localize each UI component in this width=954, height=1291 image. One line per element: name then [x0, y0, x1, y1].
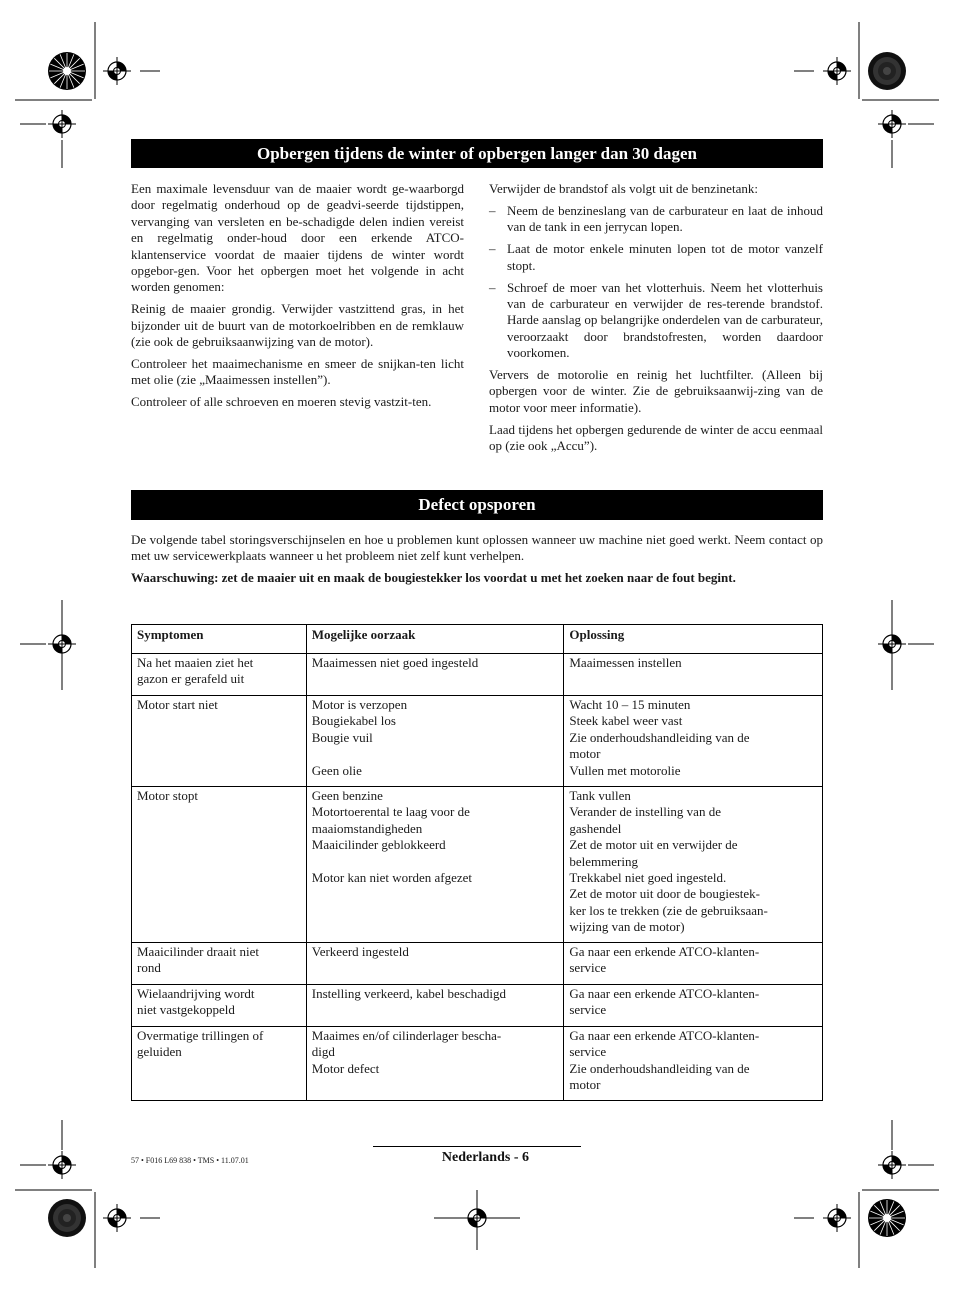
cell-cause [306, 696, 564, 787]
cell-text: Ga naar een erkende ATCO-klanten- [569, 1028, 760, 1043]
cell-text: Na het maaien ziet het [137, 655, 254, 670]
paragraph: Een maximale levensduur van de maaier wordt ge-waarborgd door regelmatig onderhoud op de geadvi-seerde tijdstippen, vervanging van versleten en be-schadigde delen indien vereist en regelmatig onder-houd door een erkende ATCO-klantenservice voordat de maaier tijdens de winter wordt opgebor-gen. Voor het opbergen moet het volgende in acht worden genomen: [131, 181, 464, 295]
paragraph: Controleer of alle schroeven en moeren stevig vastzit-ten. [131, 394, 432, 410]
cell-text [312, 854, 558, 870]
section-heading-troubleshooting: Defect opsporen [131, 490, 823, 520]
cell-text: gashendel [569, 820, 622, 836]
cell-text: Motor start niet [137, 697, 218, 712]
paragraph: Laad tijdens het opbergen gedurende de winter de accu eenmaal op (zie ook „Accu”). [489, 421, 823, 454]
cell-text: service [569, 960, 607, 976]
cell-text: Tank vullen [569, 788, 631, 803]
cell-text: Verkeerd ingesteld [311, 944, 409, 959]
cell-text: Zie onderhoudshandleiding van de [569, 729, 750, 745]
cell-text: gazon er gerafeld uit [137, 671, 245, 687]
footer-rule [373, 1146, 581, 1147]
winter-storage-right-column [489, 181, 823, 460]
paragraph: Reinig de maaier grondig. Verwijder vastzittend gras, in het bijzonder uit de buurt van de motorkoelribben en de remklauw (zie ook de gebruiksaanwijzing van de motor). [131, 301, 464, 350]
troubleshooting-table [131, 624, 823, 1101]
cell-text: Overmatige trillingen of [137, 1028, 264, 1043]
cell-text: Motortoerental te laag voor de [311, 804, 470, 820]
cell-text: service [569, 1002, 607, 1018]
cell-text: digd [311, 1044, 335, 1060]
cell-text: Zet de motor uit en verwijder de [569, 837, 738, 853]
cell-text: Zie onderhoudshandleiding van de [569, 1060, 750, 1076]
paragraph: Ververs de motorolie en reinig het luchtfilter. (Alleen bij opbergen voor de winter. Zie de gebruiksaanwij-zing van de motor voor meer informatie). [489, 367, 823, 415]
cell-text: motor [569, 746, 601, 762]
page-number: Nederlands - 6 [441, 1150, 529, 1165]
troubleshooting-intro [131, 532, 823, 591]
column-header-symptoms: Symptomen [132, 625, 307, 654]
table-row [132, 985, 823, 1027]
winter-storage-left-column [131, 181, 464, 416]
cell-solution [564, 985, 823, 1027]
cell-text: Bougiekabel los [311, 713, 396, 729]
table-body [132, 654, 823, 1101]
cell-symptom [132, 696, 307, 787]
cell-text: Wielaandrijving wordt [137, 986, 255, 1001]
cell-text: service [569, 1044, 607, 1060]
cell-text: Ga naar een erkende ATCO-klanten- [569, 986, 760, 1001]
cell-text: Zet de motor uit door de bougiestek- [569, 886, 760, 902]
cell-text: belemmering [569, 853, 638, 869]
cell-text: Maaicilinder draait niet [137, 944, 260, 959]
cell-text: Vullen met motorolie [569, 762, 681, 778]
cell-symptom [132, 1027, 307, 1101]
cell-cause [306, 985, 564, 1027]
cell-text: maaiomstandigheden [311, 820, 423, 836]
table-row [132, 787, 823, 943]
cell-text [312, 746, 558, 762]
cell-solution [564, 943, 823, 985]
cell-text: Ga naar een erkende ATCO-klanten- [569, 944, 760, 959]
cell-text: niet vastgekoppeld [137, 1002, 235, 1018]
print-code: 57 • F016 L69 838 • TMS • 11.07.01 [131, 1156, 249, 1165]
cell-text: Motor defect [311, 1060, 380, 1076]
cell-symptom [132, 985, 307, 1027]
cell-symptom [132, 943, 307, 985]
paragraph: Verwijder de brandstof als volgt uit de benzinetank: [489, 181, 758, 196]
table-row [132, 654, 823, 696]
cell-symptom [132, 654, 307, 696]
table-header-row [132, 625, 823, 654]
table-row [132, 696, 823, 787]
cell-text: Motor is verzopen [311, 697, 408, 712]
cell-text: Maaicilinder geblokkeerd [311, 837, 446, 853]
list-item: – Neem de benzineslang van de carburateur en laat de inhoud van de tank in een jerrycan lopen. [489, 203, 823, 236]
cell-text: wijzing van de motor) [569, 919, 685, 935]
cell-cause [306, 787, 564, 943]
cell-text: Wacht 10 – 15 minuten [569, 697, 691, 712]
cell-text: Verander de instelling van de [569, 804, 721, 820]
cell-text: Trekkabel niet goed ingesteld. [569, 870, 727, 886]
cell-solution [564, 787, 823, 943]
cell-symptom [132, 787, 307, 943]
cell-text: Maaimessen niet goed ingesteld [311, 655, 479, 670]
cell-text: Bougie vuil [311, 729, 373, 745]
cell-text: Geen benzine [311, 788, 383, 803]
cell-text: ker los te trekken (zie de gebruiksaan- [569, 902, 768, 918]
cell-solution [564, 1027, 823, 1101]
intro-paragraph: De volgende tabel storingsverschijnselen en hoe u problemen kunt oplossen wanneer uw machine niet goed werkt. Neem contact op met uw servicewerkplaats wanneer u het probleem niet zelf kunt verhelpen. [131, 532, 823, 564]
table-row [132, 943, 823, 985]
cell-text: Motor kan niet worden afgezet [311, 870, 473, 886]
paragraph: Controleer het maaimechanisme en smeer de snijkan-ten licht met olie (zie „Maaimessen instellen”). [131, 356, 464, 388]
cell-text: rond [137, 960, 161, 976]
cell-text: motor [569, 1077, 601, 1093]
cell-text: Instelling verkeerd, kabel beschadigd [311, 986, 506, 1001]
cell-text: Maaimes en/of cilinderlager bescha- [311, 1028, 502, 1043]
cell-cause [306, 1027, 564, 1101]
cell-solution [564, 696, 823, 787]
cell-text: Maaimessen instellen [569, 655, 682, 670]
table-row [132, 1027, 823, 1101]
cell-text: geluiden [137, 1044, 182, 1060]
column-header-cause: Mogelijke oorzaak [306, 625, 564, 654]
list-item: – Laat de motor enkele minuten lopen tot de motor vanzelf stopt. [489, 241, 823, 274]
fuel-removal-steps [489, 203, 823, 362]
cell-solution [564, 654, 823, 696]
warning-paragraph: Waarschuwing: zet de maaier uit en maak de bougiestekker los voordat u met het zoeken naar de fout begint. [131, 569, 736, 585]
cell-cause [306, 654, 564, 696]
column-header-solution: Oplossing [564, 625, 823, 654]
cell-text: Geen olie [311, 762, 362, 778]
cell-cause [306, 943, 564, 985]
cell-text: Motor stopt [137, 788, 199, 803]
section-heading-winter-storage: Opbergen tijdens de winter of opbergen langer dan 30 dagen [131, 139, 823, 168]
list-item: – Schroef de moer van het vlotterhuis. Neem het vlotterhuis van de carburateur en verwijder de res-terende brandstof. Harde aanslag op belangrijke onderdelen van de carburateur, veroorzaakt door brandstofresten, worden daardoor voorkomen. [489, 280, 823, 362]
cell-text: Steek kabel weer vast [569, 713, 683, 729]
